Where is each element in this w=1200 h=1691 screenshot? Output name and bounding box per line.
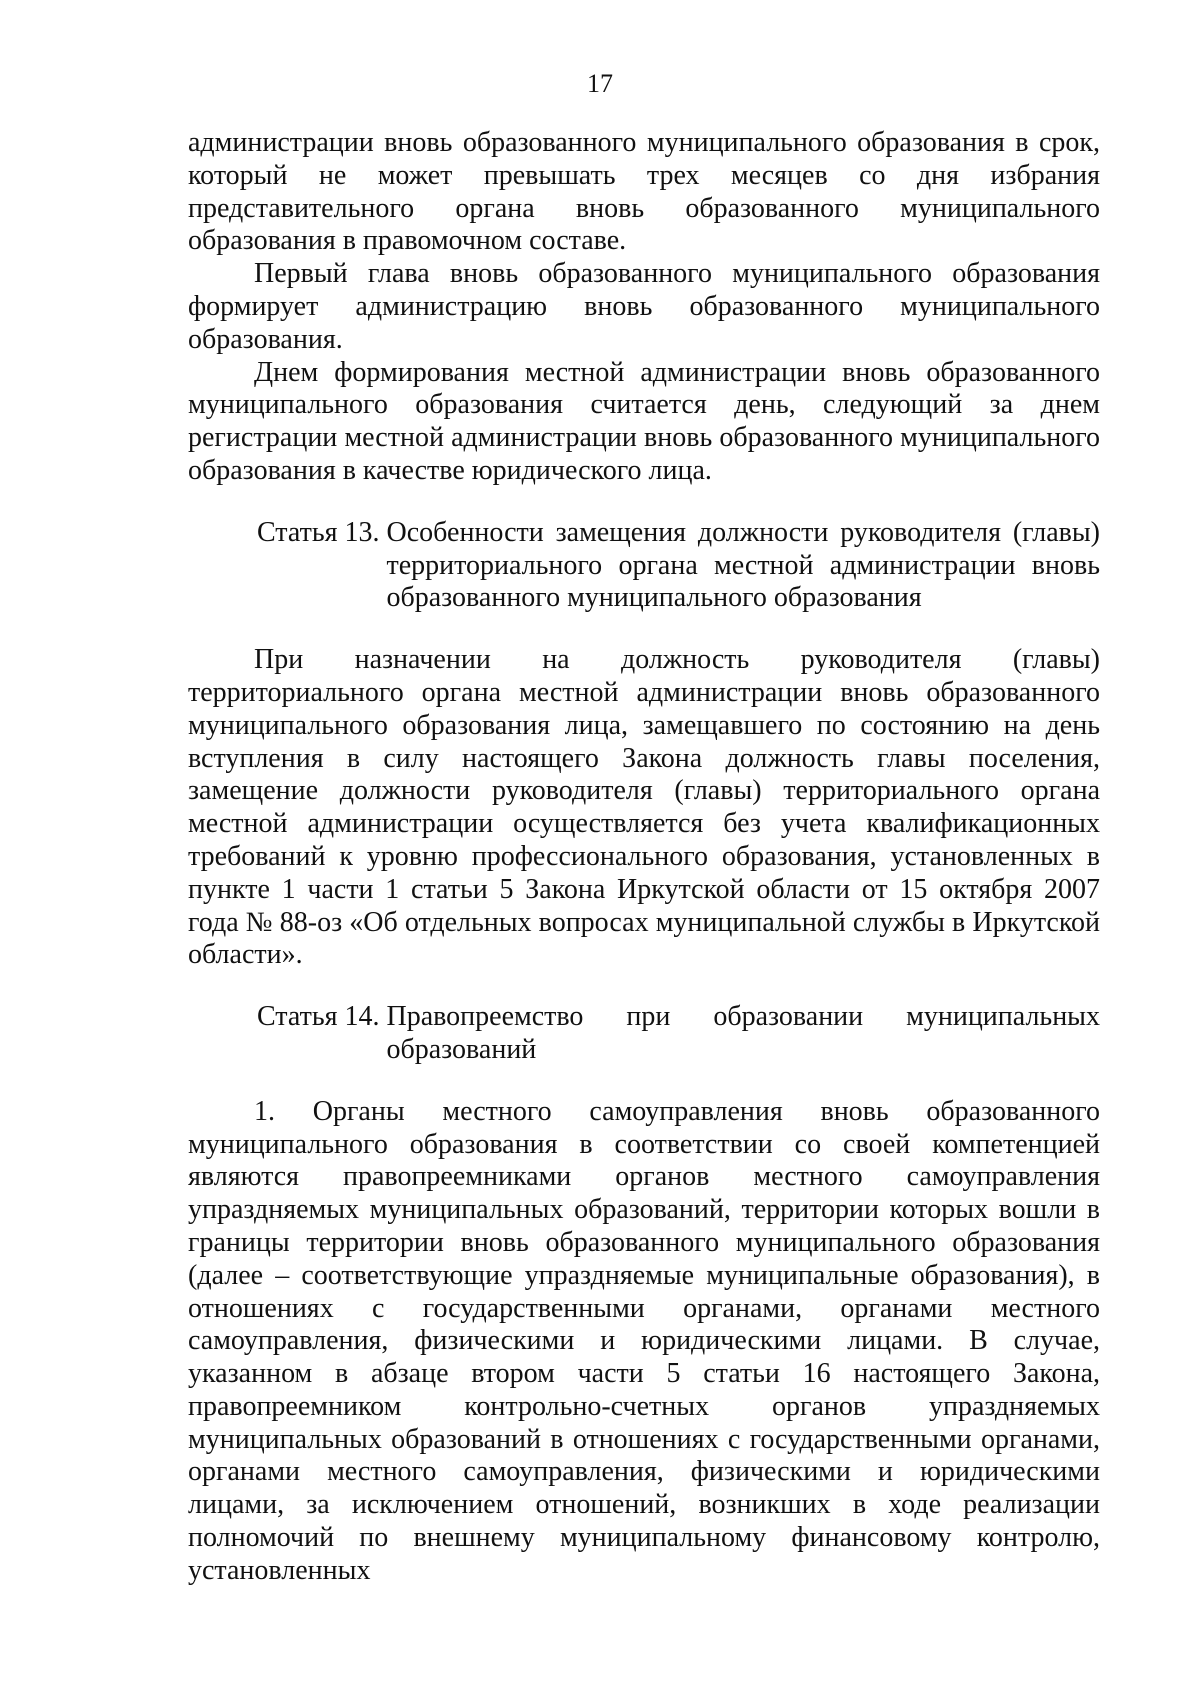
- article-13-heading: [188, 517, 1100, 615]
- article-14-heading: [188, 1001, 1100, 1067]
- paragraph: При назначении на должность руководителя (главы) территориального органа местной администрации вновь образованного муниципального образования лица, замещавшего по состоянию на день вступления в силу настоящего Закона должность главы поселения, замещение должности руководителя (главы) территориального органа местной администрации осуществляется без учета квалификационных требований к уровню профессионального образования, установленных в пункте 1 части 1 статьи 5 Закона Иркутской области от 15 октября 2007 года № 88-оз «Об отдельных вопросах муниципальной службы в Иркутской области».: [188, 644, 1100, 971]
- paragraph-continued: администрации вновь образованного муниципального образования в срок, который не может превышать трех месяцев со дня избрания представительного органа вновь образованного муниципального образования в правомочном составе.: [188, 127, 1100, 257]
- paragraph: Днем формирования местной администрации вновь образованного муниципального образования считается день, следующий за днем регистрации местной администрации вновь образованного муниципального образования в качестве юридического лица.: [188, 356, 1100, 486]
- spacer: [188, 972, 1100, 1001]
- spacer: [188, 615, 1100, 644]
- page-number: 17: [587, 69, 613, 98]
- article-13-label: Статья 13.: [257, 516, 387, 548]
- paragraph: Первый глава вновь образованного муниципального образования формирует администрацию вновь образованного муниципального образования.: [188, 258, 1100, 355]
- article-13-title: Особенности замещения должности руководителя (главы) территориального органа местной администрации вновь образованного муниципального образования: [386, 516, 1100, 614]
- spacer: [188, 1067, 1100, 1096]
- article-14-label: Статья 14.: [257, 1001, 387, 1033]
- article-14-title: Правопреемство при образовании муниципальных образований: [386, 1001, 1100, 1065]
- paragraph: 1. Органы местного самоуправления вновь образованного муниципального образования в соответствии со своей компетенцией являются правопреемниками органов местного самоуправления упраздняемых муниципальных образований, территории которых вошли в границы территории вновь образованного муниципального образования (далее – соответствующие упраздняемые муниципальные образования), в отношениях с государственными органами, органами местного самоуправления, физическими и юридическими лицами. В случае, указанном в абзаце втором части 5 статьи 16 настоящего Закона, правопреемником контрольно-счетных органов упраздняемых муниципальных образований в отношениях с государственными органами, органами местного самоуправления, физическими и юридическими лицами, за исключением отношений, возникших в ходе реализации полномочий по внешнему муниципальному финансовому контролю, установленных: [188, 1095, 1100, 1586]
- document-body: [188, 127, 1100, 1588]
- spacer: [188, 488, 1100, 517]
